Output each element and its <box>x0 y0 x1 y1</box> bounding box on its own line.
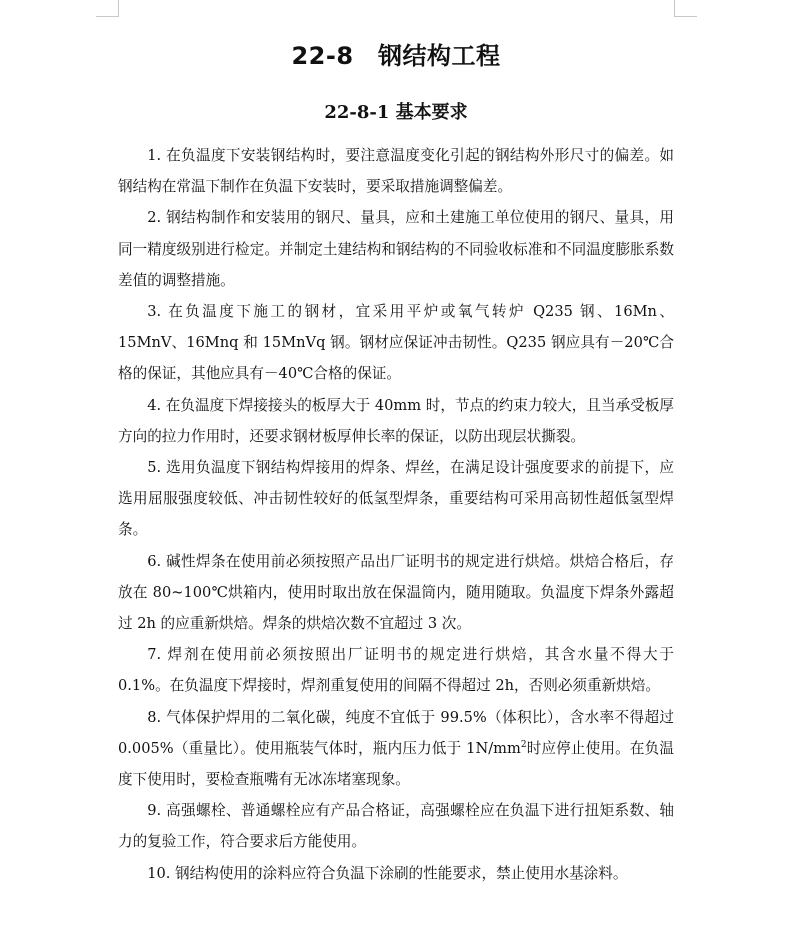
subsection-heading: 22-8-1 基本要求 <box>324 102 468 123</box>
paragraph-8-text: 8. 气体保护焊用的二氧化碳，纯度不宜低于 99.5%（体积比），含水率不得超过 0.005%（重量比）。使用瓶装气体时，瓶内压力低于 1N/mm <box>118 708 674 757</box>
paragraph-7: 7. 焊剂在使用前必须按照出厂证明书的规定进行烘焙，其含水量不得大于 0.1%。在负温度下焊接时，焊剂重复使用的间隔不得超过 2h，否则必须重新烘焙。 <box>118 646 674 695</box>
paragraph-5: 5. 选用负温度下钢结构焊接用的焊条、焊丝，在满足设计强度要求的前提下，应选用屈服强度较低、冲击韧性较好的低氢型焊条，重要结构可采用高韧性超低氢型焊条。 <box>118 459 674 539</box>
page-corner-mark-top-left <box>96 0 119 17</box>
paragraph-10: 10. 钢结构使用的涂料应符合负温下涂刷的性能要求，禁止使用水基涂料。 <box>147 864 628 882</box>
unit-superscript: 2 <box>520 740 527 750</box>
paragraph-9: 9. 高强螺栓、普通螺栓应有产品合格证，高强螺栓应在负温下进行扭矩系数、轴力的复验工作，符合要求后方能使用。 <box>118 802 674 851</box>
paragraph-3: 3. 在负温度下施工的钢材，宜采用平炉或氧气转炉 Q235 钢、16Mn、15MnV、16Mnq 和 15MnVq 钢。钢材应保证冲击韧性。Q235 钢应具有－20℃合格的保证，其他应具有－40℃合格的保证。 <box>118 303 674 383</box>
paragraph-2: 2. 钢结构制作和安装用的钢尺、量具，应和土建施工单位使用的钢尺、量具，用同一精度级别进行检定。并制定土建结构和钢结构的不同验收标准和不同温度膨胀系数差值的调整措施。 <box>118 209 674 289</box>
section-heading: 22-8 钢结构工程 <box>291 42 501 70</box>
paragraph-8-tail: 时应停止使用。在负温度下使用时，要检查瓶嘴有无冰冻堵塞现象。 <box>118 739 674 789</box>
paragraph-6: 6. 碱性焊条在使用前必须按照产品出厂证明书的规定进行烘焙。烘焙合格后，存放在 80~100℃烘箱内，使用时取出放在保温筒内，随用随取。负温度下焊条外露超过 2h 的应重新烘焙。焊条的烘焙次数不宜超过 3 次。 <box>118 552 674 633</box>
paragraph-4: 4. 在负温度下焊接接头的板厚大于 40mm 时，节点的约束力较大，且当承受板厚方向的拉力作用时，还要求钢材板厚伸长率的保证，以防出现层状撕裂。 <box>118 396 674 445</box>
paragraph-8 <box>118 702 674 796</box>
paragraph-1: 1. 在负温度下安装钢结构时，要注意温度变化引起的钢结构外形尺寸的偏差。如钢结构在常温下制作在负温下安装时，要采取措施调整偏差。 <box>118 147 674 196</box>
document-body <box>118 140 674 889</box>
page-corner-mark-top-right <box>674 0 697 17</box>
